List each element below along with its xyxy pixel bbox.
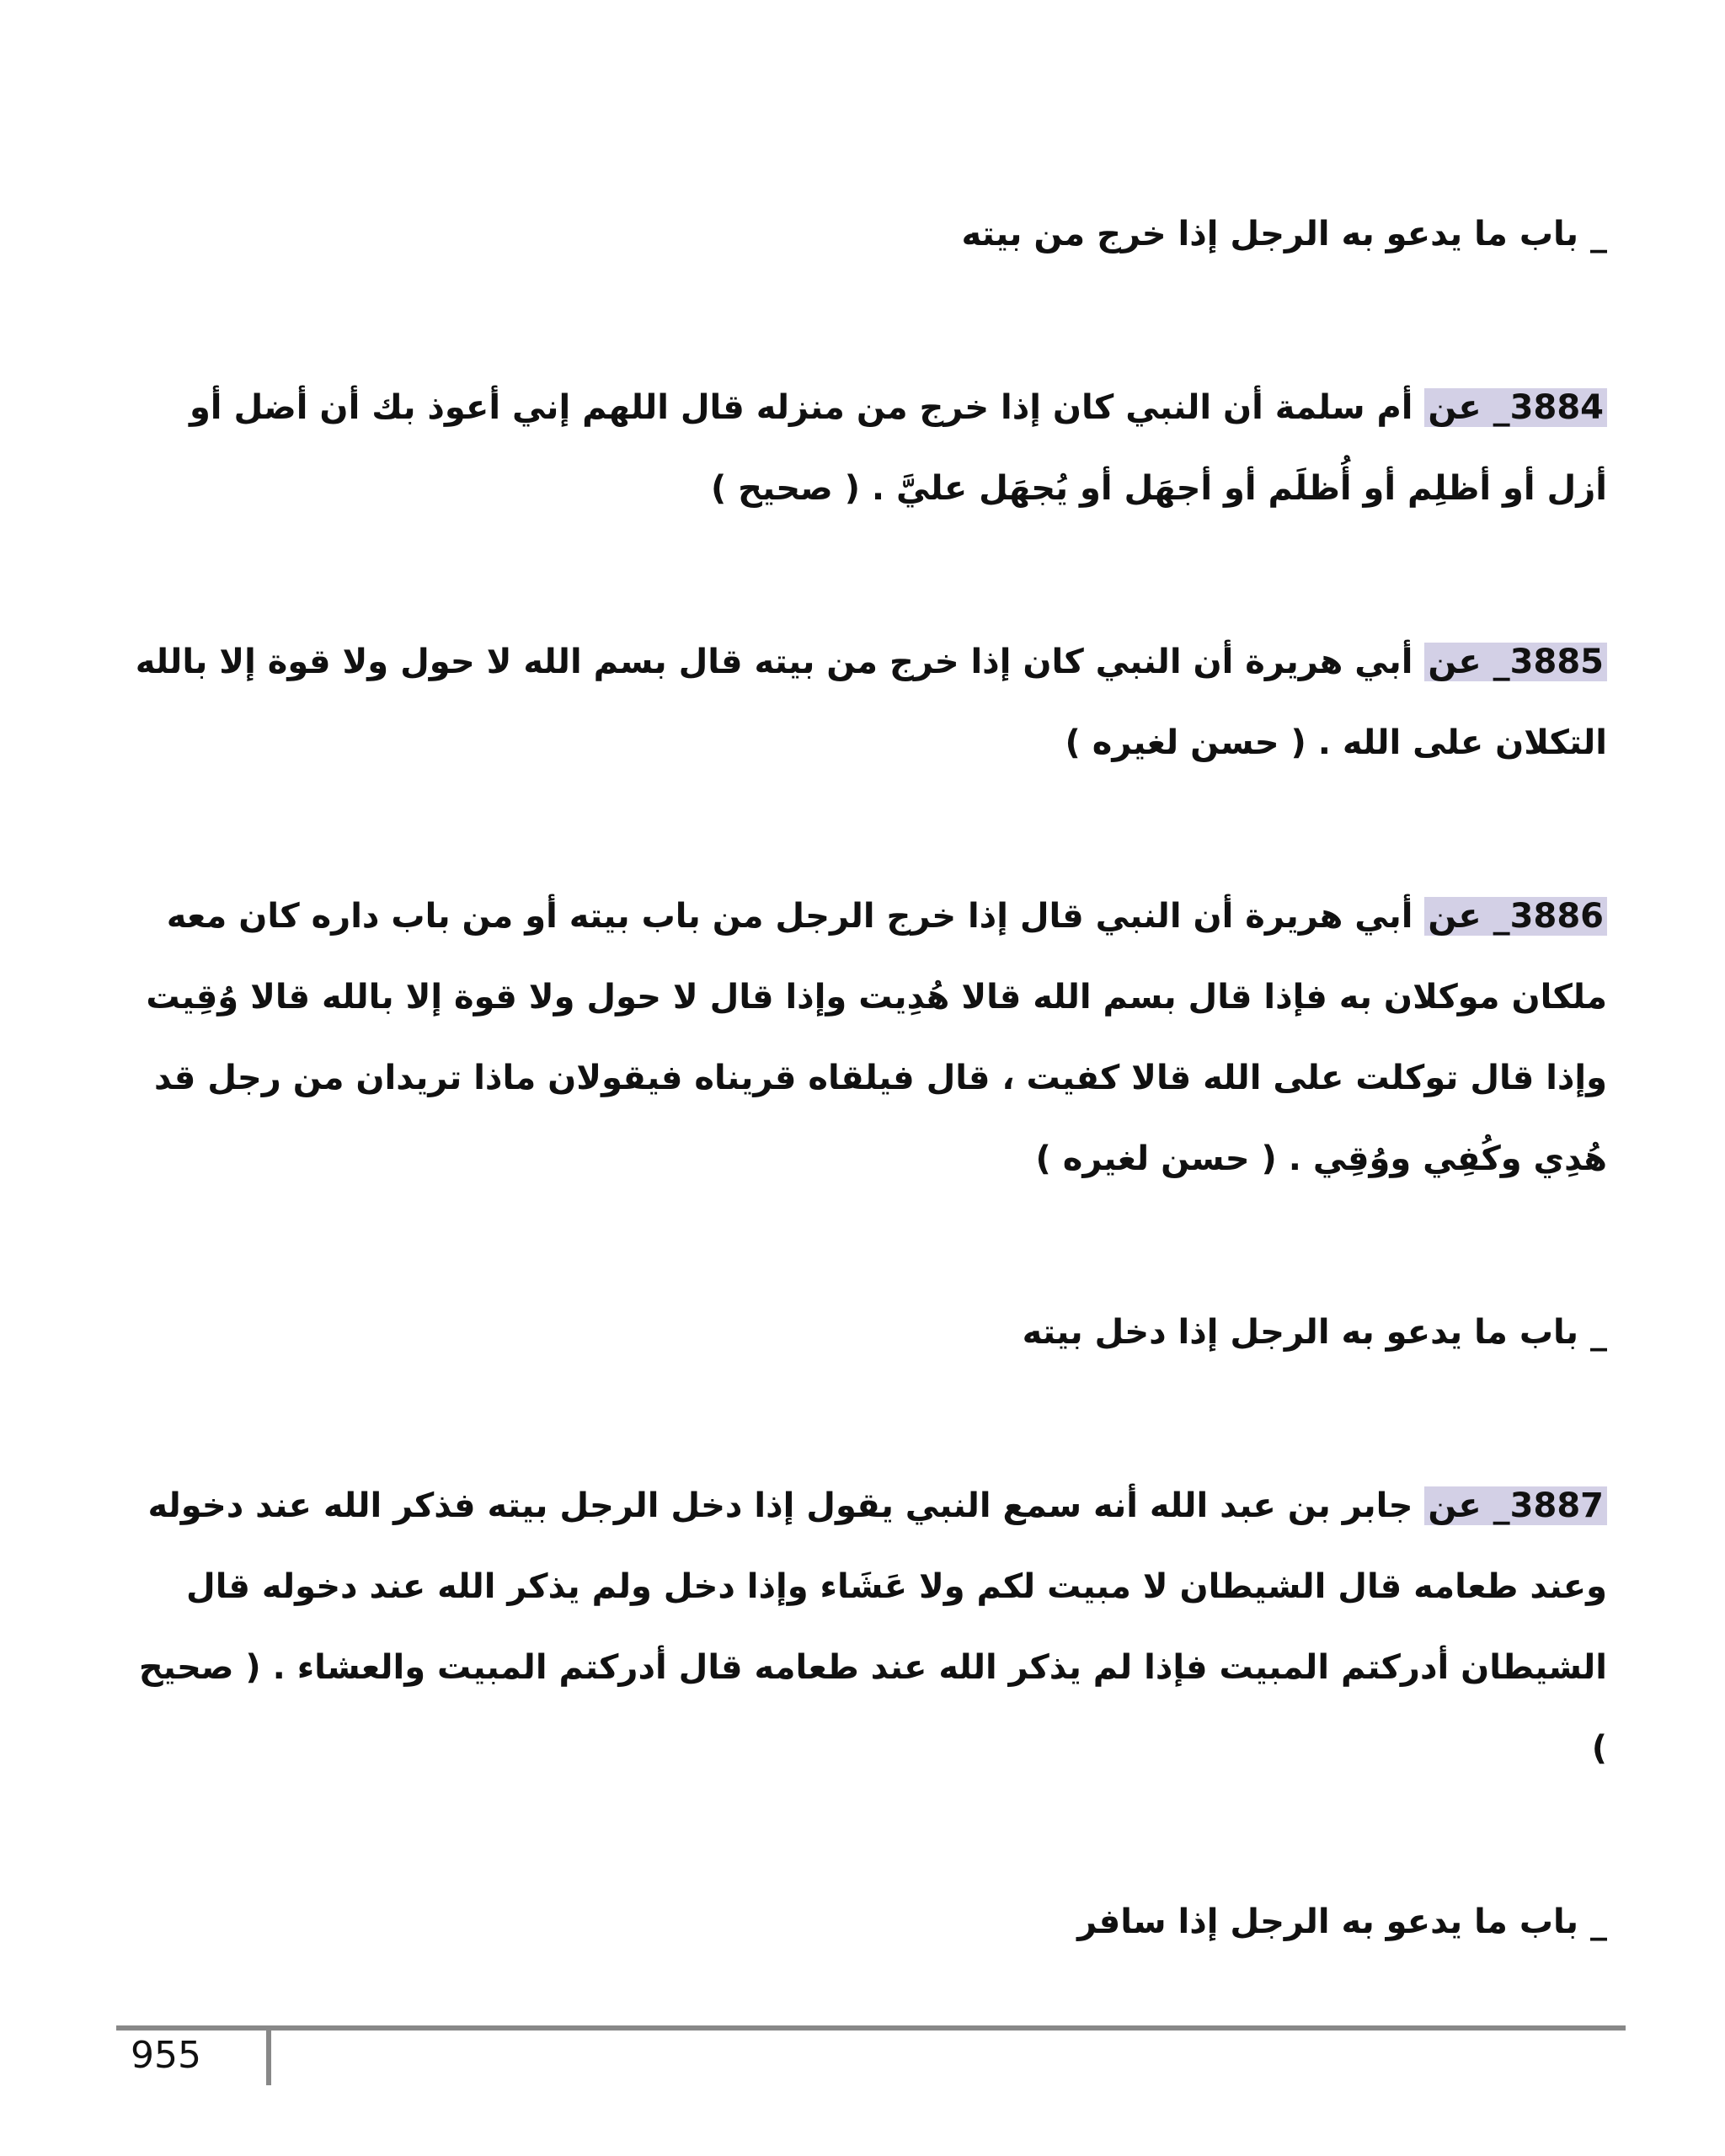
hadith-text: جابر بن عبد الله أنه سمع النبي يقول إذا دخل الرجل بيته فذكر الله عند دخوله وعند طعامه قال الشيطان لا مبيت لكم ولا عَشَاء وإذا دخل ولم يذكر الله عند دخوله قال الشيطان أدركتم المبيت فإذا لم يذكر الله عند طعامه قال أدركتم المبيت والعشاء . ( صحيح ) bbox=[138, 1486, 1607, 1768]
hadith-3884 bbox=[118, 367, 1607, 529]
chapter-heading: _ باب ما يدعو به الرجل إذا دخل بيته bbox=[1022, 1313, 1607, 1352]
hadith-number: 3886_ عن bbox=[1424, 897, 1607, 936]
hadith-number: 3887_ عن bbox=[1424, 1486, 1607, 1525]
footer-divider bbox=[266, 2028, 271, 2085]
hadith-3885 bbox=[118, 622, 1607, 783]
hadith-text: أبي هريرة أن النبي كان إذا خرج من بيته قال بسم الله لا حول ولا قوة إلا بالله التكلان على الله . ( حسن لغيره ) bbox=[135, 643, 1607, 762]
footer-rule bbox=[116, 2025, 1626, 2031]
hadith-text: أبي هريرة أن النبي قال إذا خرج الرجل من باب بيته أو من باب داره كان معه ملكان موكلان به فإذا قال بسم الله قالا هُدِيت وإذا قال لا حول ولا قوة إلا بالله قالا وُقِيت وإذا قال توكلت على الله قالا كفيت ، قال فيلقاه قريناه فيقولان ماذا تريدان من رجل قد هُدِي وكُفِي ووُقِي . ( حسن لغيره ) bbox=[146, 897, 1607, 1178]
chapter-heading: _ باب ما يدعو به الرجل إذا سافر bbox=[1077, 1903, 1607, 1941]
chapter-heading: _ باب ما يدعو به الرجل إذا خرج من بيته bbox=[961, 215, 1607, 253]
hadith-text: أم سلمة أن النبي كان إذا خرج من منزله قال اللهم إني أعوذ بك أن أضل أو أزل أو أظلِم أو أُظلَم أو أجهَل أو يُجهَل عليَّ . ( صحيح ) bbox=[189, 388, 1607, 508]
hadith-number: 3884_ عن bbox=[1424, 388, 1607, 427]
hadith-3887 bbox=[118, 1465, 1607, 1789]
hadith-3886 bbox=[118, 876, 1607, 1199]
page-content bbox=[118, 194, 1607, 2055]
hadith-number: 3885_ عن bbox=[1424, 643, 1607, 681]
page-number: 955 bbox=[131, 2034, 201, 2077]
